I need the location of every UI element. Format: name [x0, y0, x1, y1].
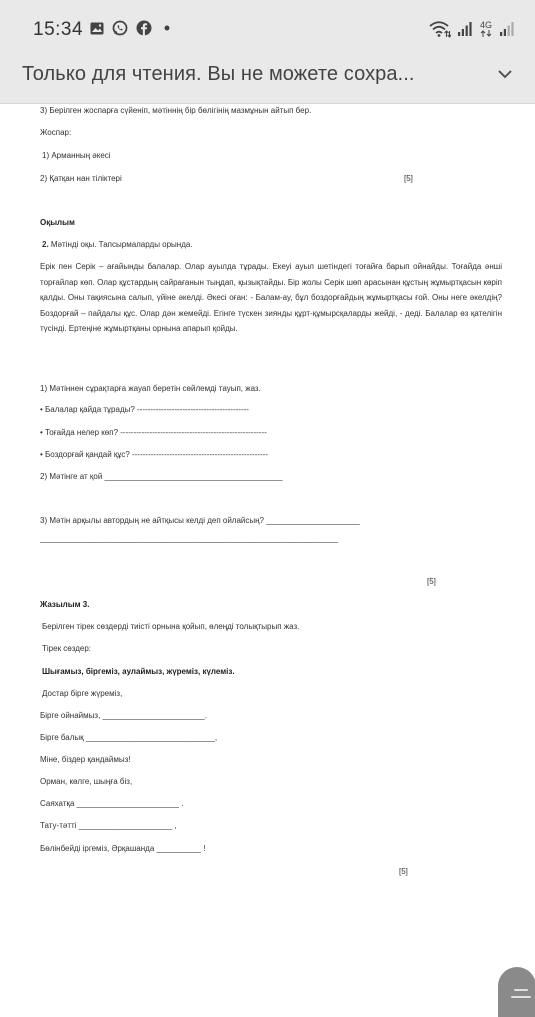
- writing-heading: Жазылым 3.: [40, 600, 90, 609]
- plan-item-2: 2) Қатқан нан тіліктері: [40, 174, 122, 183]
- q3-line: 3) Мәтін арқылы автордың не айтқысы келді деп ойлайсың? _____________________: [40, 516, 360, 525]
- plan-label: Жоспар:: [40, 128, 72, 137]
- status-bar: [0, 0, 535, 46]
- task2-line: [42, 240, 193, 249]
- signal-icon: [457, 21, 473, 37]
- score-2: [5]: [427, 577, 436, 586]
- menu-fab-button[interactable]: [498, 967, 535, 1017]
- poem-line-5: Орман, көлге, шыңға біз,: [40, 777, 133, 786]
- signal-icon-2: [499, 21, 515, 37]
- poem-line-3: Бірге балық _____________________________,: [40, 733, 218, 742]
- whatsapp-icon: [112, 20, 128, 36]
- q1-intro: 1) Мәтіннен сұрақтарға жауап беретін сөйлемді тауып, жаз.: [40, 384, 261, 393]
- dot-icon: [160, 23, 174, 33]
- score-1: [5]: [404, 174, 413, 183]
- support-label: Тірек сөздер:: [42, 644, 92, 653]
- task2-text: Мәтінді оқы. Тапсырмаларды орында.: [48, 240, 193, 249]
- q1-c: • Боздорғай қандай құс? ---------------------------------------------------: [40, 450, 268, 459]
- wifi-icon: [429, 20, 451, 38]
- poem-line-4: Міне, біздер қандаймыз!: [40, 755, 131, 764]
- data-arrows-icon: [480, 30, 492, 37]
- reading-heading: Оқылым: [40, 218, 75, 227]
- chevron-down-icon[interactable]: [497, 66, 513, 82]
- poem-line-2: Бірге ойнаймыз, _______________________.: [40, 711, 208, 720]
- banner-title: Только для чтения. Вы не можете сохра...: [22, 63, 415, 85]
- poem-line-8: Бөлінбейді іргеміз, Әрқашанда __________ !: [40, 844, 206, 853]
- poem-line-7: Тату-тәтті _____________________ ,: [40, 821, 177, 830]
- task3-line: 3) Берілген жоспарға сүйеніп, мәтіннің бір бөлігінің мазмұнын айтып бер.: [40, 106, 312, 115]
- notification-icons: [90, 20, 174, 36]
- q3-answer-line: ___________________________________________________________________: [40, 534, 339, 543]
- score-3: [5]: [399, 867, 408, 876]
- facebook-icon: [136, 20, 152, 36]
- support-words: Шығамыз, біргеміз, аулаймыз, жүреміз, күлеміз.: [42, 667, 235, 676]
- gallery-icon: [90, 22, 104, 35]
- q1-a: • Балалар қайда тұрады? ------------------------------------------: [40, 405, 249, 414]
- poem-line-1: Достар бірге жүреміз,: [42, 689, 123, 698]
- poem-line-6: Саяхатқа _______________________ .: [40, 799, 184, 808]
- q2-line: 2) Мәтінге ат қой ________________________________________: [40, 472, 283, 481]
- task2-number: 2.: [42, 240, 49, 249]
- read-only-banner[interactable]: [0, 46, 535, 104]
- reading-text: Ерік пен Серік – ағайынды балалар. Олар ауылда тұрады. Екеуі ауыл шетіндегі тоғайға барып ойнайды. Тоғайда әнші торғайлар көп. Олар құстардың сайрағанын тыңдап, қызықтайды. Бір жолы Серік шөп арасынан құстың жұмыртқасын көріп қалды. Оны тақиясына салып, үйіне әкелді. Әкесі оған: - Балам-ау, бұл боздорғайдың жұмыртқасы ғой. Оны неге әкелдің? Боздорғай – пайдалы құс. Олар дән жемейді. Егінге түскен зиянды құрт-құмырсқаларды жейді, - деді. Балалар өз қателігін түсінді. Ертеңіне жұмыртқаны орнына апарып қойды.: [40, 262, 502, 333]
- status-time: 15:34: [33, 19, 84, 40]
- system-icons: [429, 20, 515, 38]
- plan-item-1: 1) Арманның әкесі: [42, 151, 111, 160]
- network-type: [479, 21, 493, 37]
- q1-b: • Тоғайда нелер көп? -------------------------------------------------------: [40, 428, 267, 437]
- document-page: [0, 104, 535, 1009]
- writing-instruction: Берілген тірек сөздерді тиісті орнына қойып, өлеңді толықтырып жаз.: [42, 622, 300, 631]
- network-label: 4G: [479, 20, 492, 30]
